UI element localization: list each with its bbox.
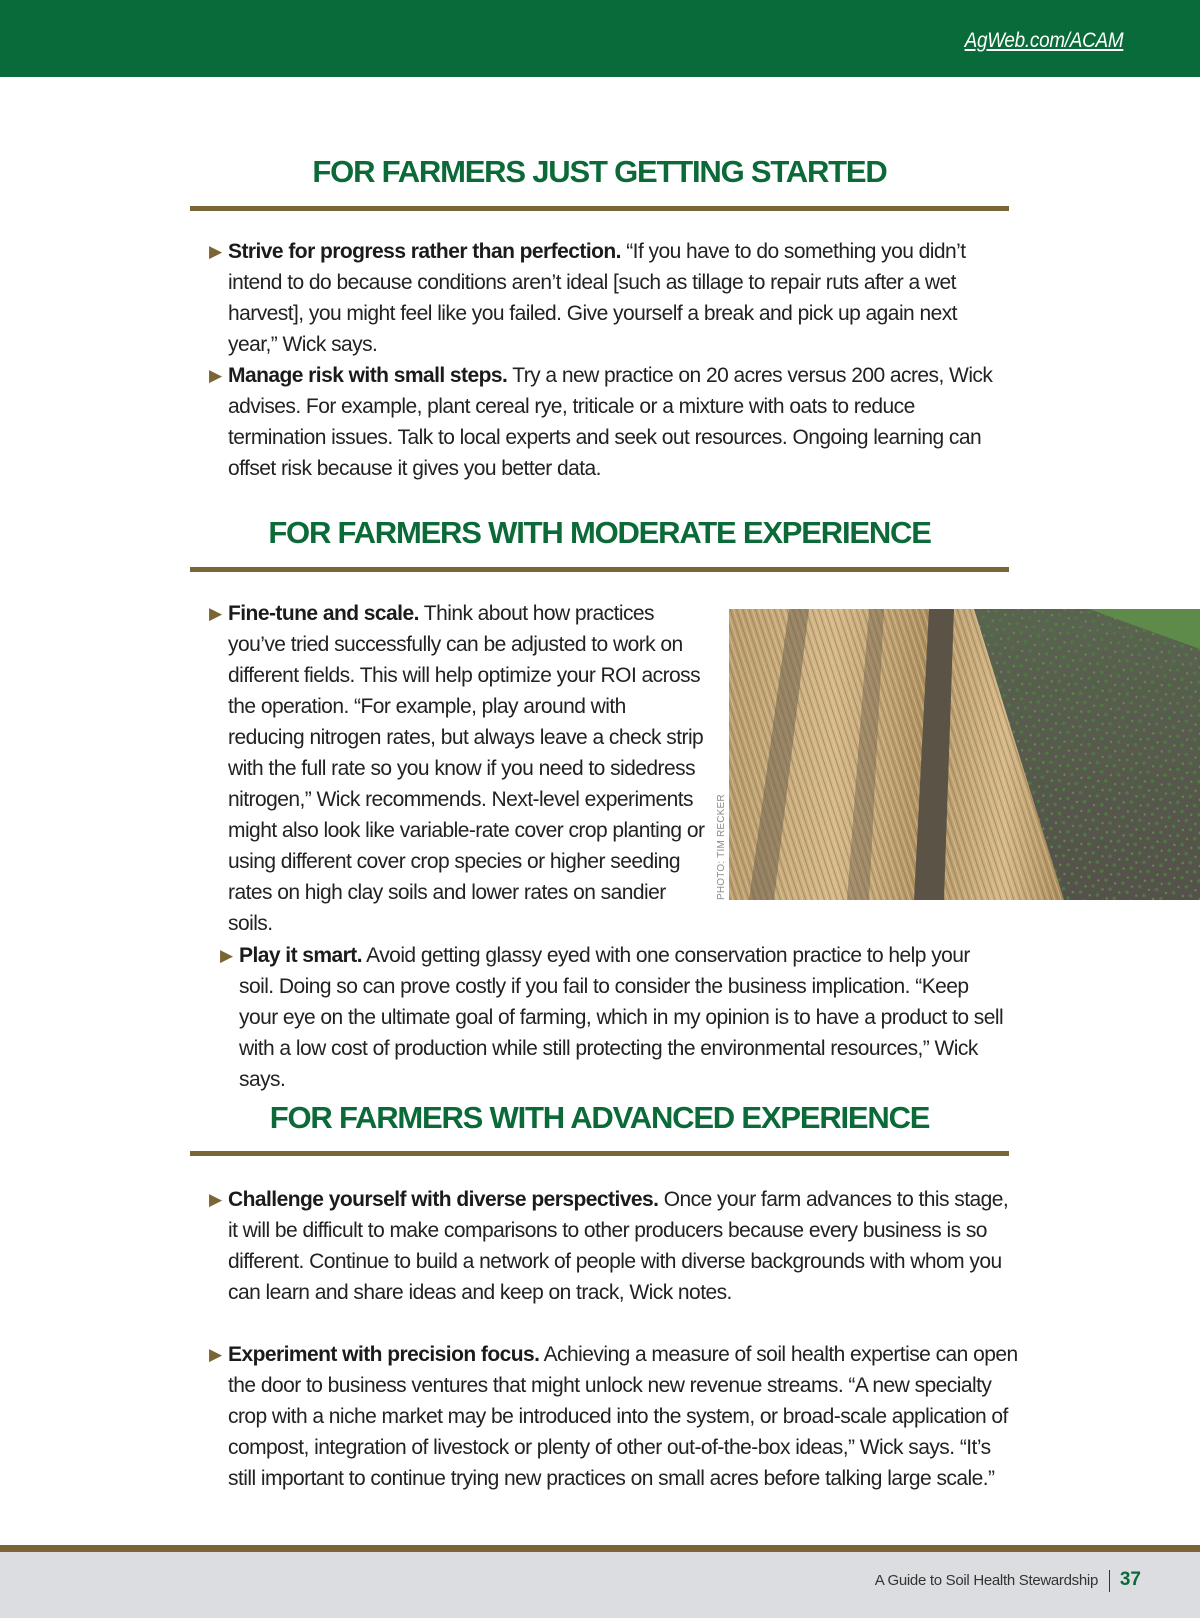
bullet-body: “If you have to do something you didn’t intend to do because conditions aren’t ideal [such as tillage to repair ruts after a wet harvest], you might feel like you failed. Give yourself a break and pick up again next year,” Wick says. <box>228 240 966 356</box>
bullet-lead: Fine-tune and scale. <box>228 602 419 625</box>
header-bar <box>0 0 1200 77</box>
bullet-item <box>209 598 706 939</box>
bullet-body: Avoid getting glassy eyed with one conservation practice to help your soil. Doing so can prove costly if you fail to consider the business implication. “Keep your eye on the ultimate goal of farming, which in my opinion is to have a product to sell with a low cost of production while still protecting the environmental resources,” Wick says. <box>239 944 1004 1091</box>
bullet-body: Once your farm advances to this stage, it will be difficult to make comparisons to other producers because every business is so different. Continue to build a network of people with diverse backgrounds with whom you can learn and share ideas and keep on track, Wick notes. <box>228 1188 1009 1304</box>
section-title-moderate-experience: FOR FARMERS WITH MODERATE EXPERIENCE <box>268 515 931 550</box>
bullet-item <box>209 236 998 360</box>
photo-credit: PHOTO: TIM RECKER <box>716 794 727 900</box>
section-divider <box>190 206 1009 211</box>
bullet-body: Think about how practices you’ve tried successfully can be adjusted to work on different fields. This will help optimize your ROI across the operation. “For example, play around with reducing nitrogen rates, but always leave a check strip with the full rate so you know if you need to sidedress nitrogen,” Wick recommends. Next-level experiments might also look like variable-rate cover crop planting or using different cover crop species or higher seeding rates on high clay soils and lower rates on sandier soils. <box>228 602 705 935</box>
bullet-item <box>220 940 1009 1095</box>
section-divider <box>190 567 1009 572</box>
bullet-lead: Strive for progress rather than perfection. <box>228 240 621 263</box>
bullet-item <box>209 1184 1018 1308</box>
bullet-lead: Challenge yourself with diverse perspectives. <box>228 1188 659 1211</box>
footer-divider <box>0 1545 1200 1552</box>
field-photo <box>729 609 1200 900</box>
bullet-body: Try a new practice on 20 acres versus 200 acres, Wick advises. For example, plant cereal rye, triticale or a mixture with oats to reduce termination issues. Talk to local experts and seek out resources. Ongoing learning can offset risk because it gives you better data. <box>228 364 993 480</box>
triangle-right-icon: ▶ <box>209 604 222 623</box>
triangle-right-icon: ▶ <box>209 366 222 385</box>
footer <box>0 1552 1200 1618</box>
section-title-getting-started: FOR FARMERS JUST GETTING STARTED <box>312 154 887 189</box>
cover-crop-field-image <box>729 609 1200 900</box>
section-title-advanced-experience: FOR FARMERS WITH ADVANCED EXPERIENCE <box>269 1100 930 1135</box>
triangle-right-icon: ▶ <box>220 946 233 965</box>
section-divider <box>190 1151 1009 1156</box>
bullet-item <box>209 360 998 484</box>
publication-title: A Guide to Soil Health Stewardship <box>874 1572 1098 1589</box>
page-number: 37 <box>1119 1569 1141 1590</box>
footer-separator <box>1109 1570 1110 1592</box>
bullet-lead: Play it smart. <box>239 944 363 967</box>
triangle-right-icon: ▶ <box>209 242 222 261</box>
site-link[interactable]: AgWeb.com/ACAM <box>964 29 1123 52</box>
bullet-item <box>209 1339 1018 1494</box>
bullet-lead: Manage risk with small steps. <box>228 364 508 387</box>
bullet-body: Achieving a measure of soil health expertise can open the door to business ventures that might unlock new revenue streams. “A new specialty crop with a niche market may be introduced into the system, or broad-scale application of compost, integration of livestock or plenty of other out-of-the-box ideas,” Wick says. “It’s still important to continue trying new practices on small acres before talking large scale.” <box>228 1343 1018 1490</box>
triangle-right-icon: ▶ <box>209 1190 222 1209</box>
bullet-lead: Experiment with precision focus. <box>228 1343 540 1366</box>
triangle-right-icon: ▶ <box>209 1345 222 1364</box>
